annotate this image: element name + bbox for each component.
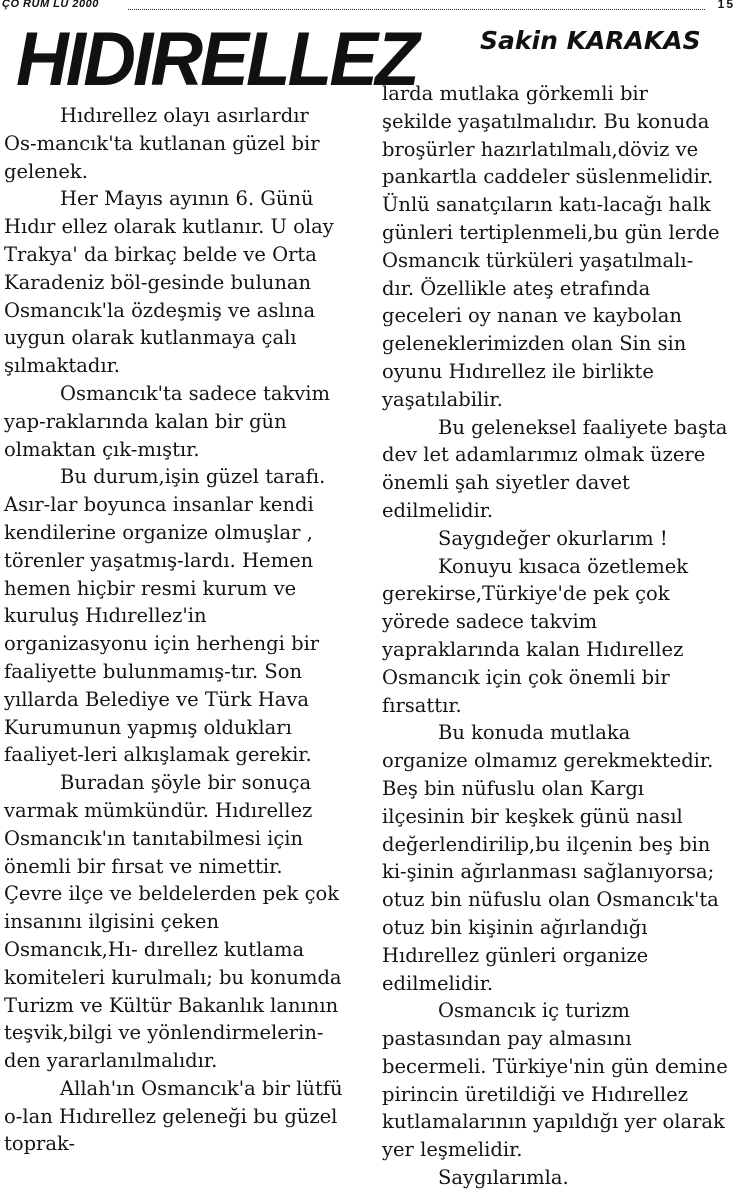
- text-line: Osmancık için çok önemli bir: [382, 665, 670, 689]
- text-line: yap-raklarında kalan bir gün: [4, 409, 287, 433]
- text-line: edilmelidir.: [382, 498, 494, 522]
- text-line: larda mutlaka görkemli bir: [382, 82, 648, 105]
- text-line: insanını ilgisini çeken: [4, 910, 220, 934]
- text-line: otuz bin kişinin ağırlandığı: [382, 915, 648, 939]
- text-line: değerlendirilip,bu ilçenin beş bin: [382, 832, 711, 856]
- text-line: organizasyonu için herhengi bir: [4, 632, 320, 656]
- text-line: Hıdırellez günleri organize: [382, 943, 649, 967]
- text-line: olmaktan çık-mıştır.: [4, 437, 200, 461]
- text-line: Osmancık iç turizm: [438, 999, 630, 1023]
- text-line: Bu durum,işin güzel tarafı.: [60, 465, 326, 489]
- text-line: broşürler hazırlatılmalı,döviz ve: [382, 137, 699, 161]
- text-line: Buradan şöyle bir sonuça: [60, 771, 312, 795]
- left-column: [4, 102, 362, 1158]
- text-line: Hıdırellez olayı asırlardır: [60, 104, 309, 127]
- text-line: uygun olarak kutlanmaya çalı: [4, 326, 297, 350]
- text-line: hemen hiçbir resmi kurum ve: [4, 576, 297, 600]
- page-number: 15: [717, 0, 735, 11]
- text-line: pirincin üretildiği ve Hıdırellez: [382, 1082, 688, 1106]
- text-line: Allah'ın Osmancık'a bir lütfü: [60, 1076, 343, 1100]
- text-line: yaşatılabilir.: [382, 387, 503, 411]
- text-line: edilmelidir.: [382, 971, 494, 995]
- text-line: gerekirse,Türkiye'de pek çok: [382, 582, 670, 606]
- text-line: Trakya' da birkaç belde ve Orta: [4, 242, 317, 266]
- text-line: Osmancık'la özdeşmiş ve aslına: [4, 298, 316, 322]
- page-header: [0, 0, 739, 18]
- text-line: Turizm ve Kültür Bakanlık lanının: [4, 993, 339, 1017]
- text-line: geleneklerimizden olan Sin sin: [382, 332, 687, 356]
- masthead: ÇO RUM LU 2000: [2, 0, 99, 10]
- text-line: varmak mümkündür. Hıdırellez: [4, 798, 313, 822]
- text-line: dır. Özellikle ateş etrafında: [382, 276, 651, 300]
- text-line: kendilerine organize olmuşlar ,: [4, 520, 313, 544]
- header-dotted-rule: [128, 9, 705, 10]
- text-line: otuz bin nüfuslu olan Osmancık'ta: [382, 888, 719, 912]
- right-column: [382, 80, 736, 1192]
- text-line: toprak-: [4, 1132, 76, 1156]
- text-line: teşvik,bilgi ve yönlendirmelerin-: [4, 1021, 324, 1045]
- text-line: den yararlanılmalıdır.: [4, 1049, 218, 1073]
- text-line: Konuyu kısaca özetlemek: [438, 554, 689, 578]
- text-line: önemli bir fırsat ve nimettir.: [4, 854, 283, 878]
- text-line: Asır-lar boyunca insanlar kendi: [4, 493, 314, 517]
- text-line: ilçesinin bir keşkek günü nasıl: [382, 804, 683, 828]
- text-line: dev let adamlarımız olmak üzere: [382, 443, 706, 467]
- text-line: Her Mayıs ayının 6. Günü: [60, 187, 314, 211]
- text-line: şekilde yaşatılmalıdır. Bu konuda: [382, 109, 710, 133]
- text-line: şılmaktadır.: [4, 354, 120, 378]
- text-line: Ünlü sanatçıların katı-lacağı halk: [382, 193, 711, 217]
- text-line: Saygılarımla.: [438, 1166, 569, 1190]
- text-line: yörede sadece takvim: [382, 610, 598, 634]
- text-line: Osmancık'ın tanıtabilmesi için: [4, 826, 304, 850]
- text-line: Saygıdeğer okurlarım !: [438, 526, 668, 550]
- text-line: ki-şinin ağırlanması sağlanıyorsa;: [382, 860, 715, 884]
- text-line: komiteleri kurulmalı; bu konumda: [4, 965, 342, 989]
- text-line: organize olmamız gerekmektedir.: [382, 749, 714, 773]
- text-line: fırsattır.: [382, 693, 462, 717]
- text-line: Osmancık'ta sadece takvim: [60, 381, 331, 405]
- text-line: geceleri oy nanan ve kaybolan: [382, 304, 682, 328]
- article-author: Sakin KARAKAS: [480, 26, 701, 55]
- article-title: HIDIRELLEZ: [16, 17, 417, 102]
- text-line: kuruluş Hıdırellez'in: [4, 604, 207, 628]
- text-line: pastasından pay almasını: [382, 1027, 632, 1051]
- text-line: önemli şah siyetler davet: [382, 471, 630, 495]
- text-line: kutlamalarının yapıldığı yer olarak: [382, 1110, 725, 1134]
- text-line: Karadeniz böl-gesinde bulunan: [4, 270, 312, 294]
- text-line: törenler yaşatmış-lardı. Hemen: [4, 548, 314, 572]
- text-line: Beş bin nüfuslu olan Kargı: [382, 776, 645, 800]
- text-line: faaliyet-leri alkışlamak gerekir.: [4, 743, 312, 767]
- text-line: Bu geleneksel faaliyete başta: [438, 415, 728, 439]
- text-line: oyunu Hıdırellez ile birlikte: [382, 359, 654, 383]
- text-line: Çevre ilçe ve beldelerden pek çok: [4, 882, 340, 906]
- text-line: Osmancık türküleri yaşatılmalı-: [382, 248, 694, 272]
- text-line: becermeli. Türkiye'nin gün demine: [382, 1054, 728, 1078]
- text-line: yıllarda Belediye ve Türk Hava: [4, 687, 310, 711]
- text-line: günleri tertiplenmeli,bu gün lerde: [382, 220, 720, 244]
- text-line: yer leşmelidir.: [382, 1138, 523, 1162]
- text-line: Os-mancık'ta kutlanan güzel bir: [4, 131, 320, 155]
- text-line: Kurumunun yapmış oldukları: [4, 715, 292, 739]
- text-line: Osmancık,Hı- dırellez kutlama: [4, 937, 305, 961]
- text-line: Bu konuda mutlaka: [438, 721, 631, 745]
- text-line: pankartla caddeler süslenmelidir.: [382, 165, 714, 189]
- text-line: o-lan Hıdırellez geleneği bu güzel: [4, 1104, 338, 1128]
- text-line: yapraklarında kalan Hıdırellez: [382, 637, 684, 661]
- text-line: Hıdır ellez olarak kutlanır. U olay: [4, 215, 334, 239]
- text-line: faaliyette bulunmamış-tır. Son: [4, 659, 303, 683]
- text-line: gelenek.: [4, 159, 88, 183]
